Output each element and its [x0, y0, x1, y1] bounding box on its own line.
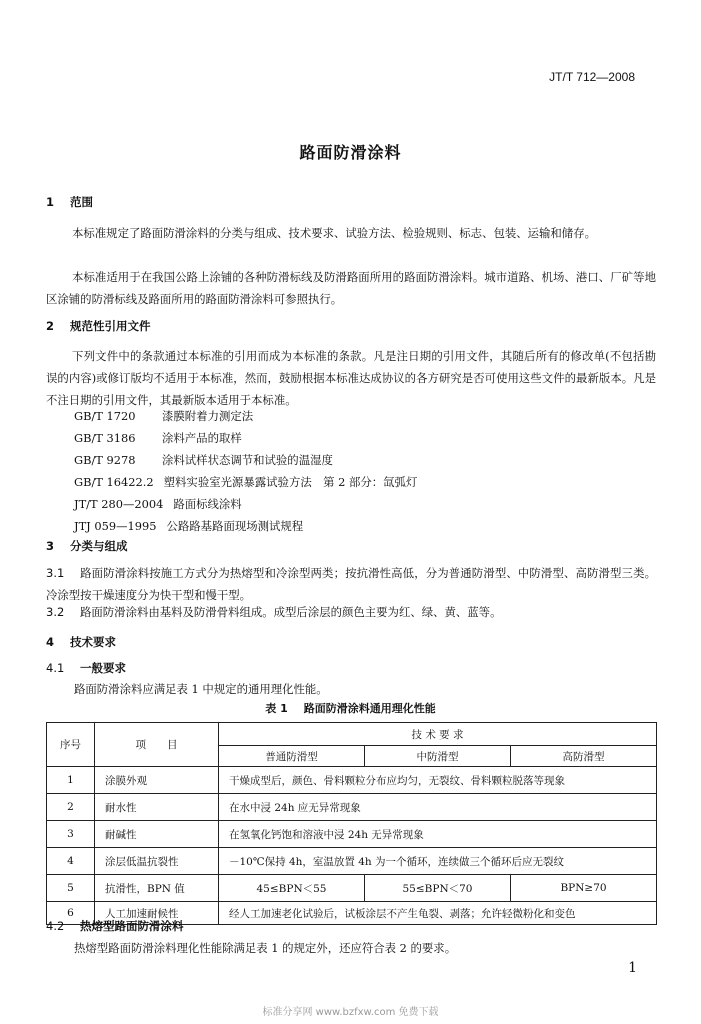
section-title: 分类与组成: [70, 539, 128, 553]
table-row: [47, 794, 657, 821]
cell-seq: 2: [47, 794, 95, 821]
table-row: [47, 767, 657, 794]
cell-bpn-high: BPN≥70: [511, 875, 657, 902]
subcolumn-normal: 普通防滑型: [219, 746, 365, 767]
clause-number: 3.2: [46, 605, 65, 619]
table-1: [46, 722, 657, 925]
clause-text: 路面防滑涂料由基料及防滑骨料组成。成型后涂层的颜色主要为红、绿、黄、蓝等。: [80, 605, 502, 619]
clause-4-2-heading: [46, 918, 184, 934]
cell-requirement: 在水中浸 24h 应无异常现象: [219, 794, 657, 821]
cell-item: 涂膜外观: [95, 767, 219, 794]
table-row: [47, 875, 657, 902]
section-number: 1: [46, 195, 55, 209]
cell-requirement: 经人工加速老化试验后，试板涂层不产生龟裂、剥落；允许轻微粉化和变色: [219, 902, 657, 925]
reference-title: 路面标线涂料: [173, 497, 242, 511]
reference-title: 漆膜附着力测定法: [162, 409, 254, 423]
cell-item: 人工加速耐候性: [95, 902, 219, 925]
cell-item: 抗滑性，BPN 值: [95, 875, 219, 902]
reference-item: [74, 430, 242, 446]
section-number: 3: [46, 539, 55, 553]
reference-item: [74, 496, 242, 512]
reference-title: 涂料试样状态调节和试验的温湿度: [162, 453, 333, 467]
clause-number: 3.1: [46, 566, 65, 580]
section-title: 技术要求: [70, 635, 116, 649]
page-number: 1: [628, 960, 637, 976]
reference-code: GB/T 3186: [74, 431, 136, 445]
section-2-heading: [46, 318, 151, 334]
cell-item: 涂层低温抗裂性: [95, 848, 219, 875]
section-number: 4: [46, 635, 55, 649]
section-1-heading: [46, 194, 93, 210]
reference-item: [74, 408, 253, 424]
section-1-paragraph-2: 本标准适用于在我国公路上涂铺的各种防滑标线及防滑路面所用的路面防滑涂料。城市道路、机场、港口、厂矿等地区涂铺的防滑标线及路面所用的路面防滑涂料可参照执行。: [46, 270, 656, 306]
reference-code: JT/T 280—2004: [74, 497, 164, 511]
cell-item: 耐水性: [95, 794, 219, 821]
reference-code: JTJ 059—1995: [74, 519, 157, 533]
cell-bpn-normal: 45≤BPN＜55: [219, 875, 365, 902]
column-header-item: 项 目: [95, 723, 219, 767]
reference-item: [74, 452, 333, 468]
table-row: [47, 821, 657, 848]
subcolumn-high: 高防滑型: [511, 746, 657, 767]
table-row: [47, 848, 657, 875]
reference-title: 涂料产品的取样: [162, 431, 242, 445]
clause-3-2: [46, 601, 656, 623]
cell-seq: 6: [47, 902, 95, 925]
cell-seq: 3: [47, 821, 95, 848]
cell-requirement: 干燥成型后，颜色、骨料颗粒分布应均匀，无裂纹、骨料颗粒脱落等现象: [219, 767, 657, 794]
section-4-heading: [46, 634, 116, 650]
cell-seq: 5: [47, 875, 95, 902]
table-1-caption: [0, 700, 701, 716]
clause-number: 4.2: [46, 919, 65, 933]
clause-text: 路面防滑涂料按施工方式分为热熔型和冷涂型两类；按抗滑性高低，分为普通防滑型、中防滑型、高防滑型三类。冷涂型按干燥速度分为快干型和慢干型。: [46, 566, 656, 602]
clause-4-1-heading: [46, 660, 126, 676]
reference-item: [74, 474, 417, 490]
cell-bpn-medium: 55≤BPN＜70: [365, 875, 511, 902]
subcolumn-medium: 中防滑型: [365, 746, 511, 767]
reference-title: 公路路基路面现场测试规程: [166, 519, 304, 533]
table-caption-title: 路面防滑涂料通用理化性能: [303, 702, 436, 715]
reference-title: 塑料实验室光源暴露试验方法 第 2 部分：氙弧灯: [163, 475, 418, 489]
reference-code: GB/T 9278: [74, 453, 136, 467]
clause-title: 一般要求: [80, 661, 126, 675]
document-code: JT/T 712—2008: [549, 70, 635, 84]
document-title: 路面防滑涂料: [299, 143, 402, 162]
column-header-seq: 序号: [47, 723, 95, 767]
watermark-footer: 标准分享网 www.bzfxw.com 免费下载: [262, 1007, 439, 1018]
clause-4-2-text: 热熔型路面防滑涂料理化性能除满足表 1 的规定外，还应符合表 2 的要求。: [74, 941, 457, 955]
clause-3-1: [46, 562, 656, 606]
clause-number: 4.1: [46, 661, 65, 675]
section-title: 范围: [70, 195, 93, 209]
clause-title: 热熔型路面防滑涂料: [80, 919, 184, 933]
cell-item: 耐碱性: [95, 821, 219, 848]
section-number: 2: [46, 319, 55, 333]
reference-code: GB/T 1720: [74, 409, 136, 423]
cell-seq: 4: [47, 848, 95, 875]
section-2-paragraph: 下列文件中的条款通过本标准的引用而成为本标准的条款。凡是注日期的引用文件，其随后所有的修改单(不包括勘误的内容)或修订版均不适用于本标准，然而，鼓励根据本标准达成协议的各方研究是否可使用这些文件的最新版本。凡是不注日期的引用文件，其最新版本适用于本标准。: [46, 349, 656, 407]
section-1-paragraph-1: 本标准规定了路面防滑涂料的分类与组成、技术要求、试验方法、检验规则、标志、包装、运输和储存。: [72, 226, 596, 240]
reference-item: [74, 518, 303, 534]
reference-code: GB/T 16422.2: [74, 475, 154, 489]
section-title: 规范性引用文件: [70, 319, 151, 333]
clause-4-1-text: 路面防滑涂料应满足表 1 中规定的通用理化性能。: [74, 682, 328, 696]
cell-requirement: 在氢氧化钙饱和溶液中浸 24h 无异常现象: [219, 821, 657, 848]
column-header-requirements: 技 术 要 求: [219, 723, 657, 746]
table-header-row: [47, 723, 657, 746]
cell-requirement: －10℃保持 4h，室温放置 4h 为一个循环，连续做三个循环后应无裂纹: [219, 848, 657, 875]
cell-seq: 1: [47, 767, 95, 794]
table-caption-number: 表 1: [265, 702, 288, 715]
section-3-heading: [46, 538, 128, 554]
